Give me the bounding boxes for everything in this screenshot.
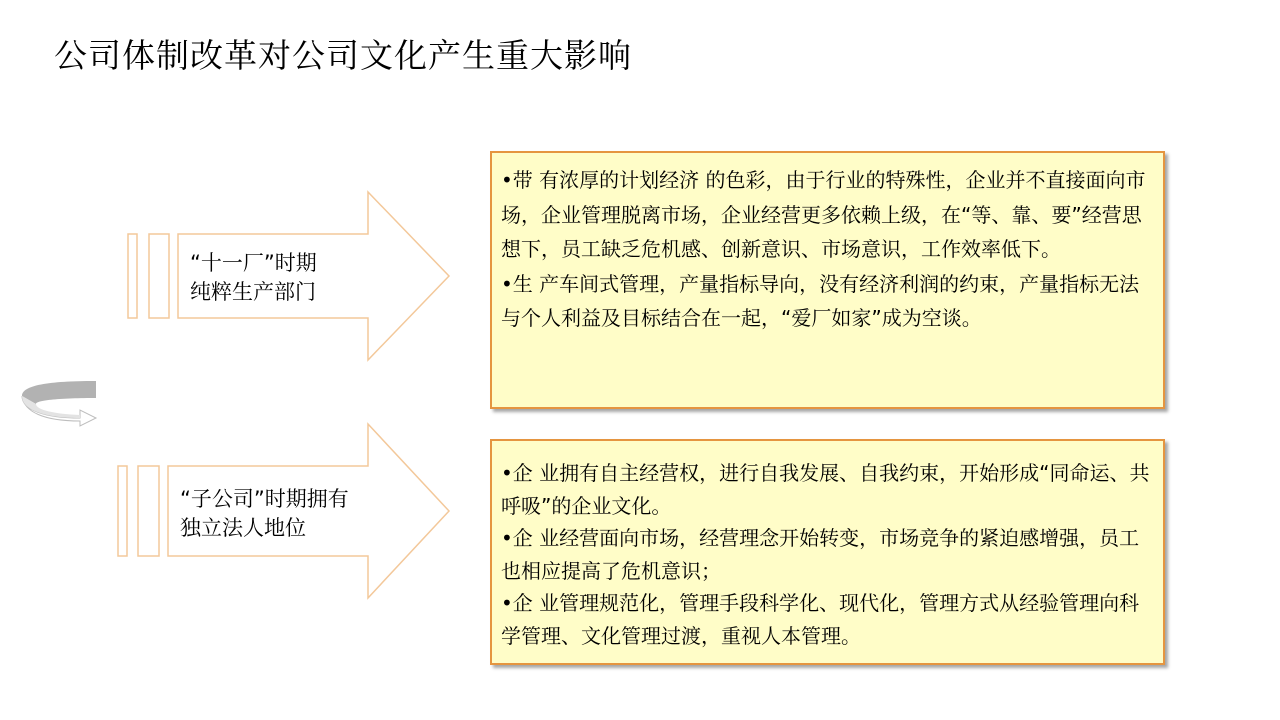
bullet-item: •生 产车间式管理，产量指标导向，没有经济利润的约束，产量指标无法与个人利益及目标结合在一起，“爱厂如家”成为空谈。 bbox=[501, 271, 1140, 330]
period-label-top bbox=[190, 249, 317, 307]
period-label-bottom-line2: 独立法人地位 bbox=[180, 516, 306, 540]
description-box-top bbox=[490, 151, 1165, 409]
bullet-item: •企 业管理规范化，管理手段科学化、现代化，管理方式从经验管理向科学管理、文化管理过渡，重视人本管理。 bbox=[501, 591, 1140, 648]
description-box-bottom bbox=[490, 439, 1165, 665]
slide-title: 公司体制改革对公司文化产生重大影响 bbox=[54, 36, 632, 75]
bullet-item: •带 有浓厚的计划经济 的色彩，由于行业的特殊性，企业并不直接面向市场，企业管理脱离市场，企业经营更多依赖上级，在“等、靠、要”经营思想下，员工缺乏危机感、创新意识、市场意识，工作效率低下。 bbox=[501, 168, 1146, 261]
bullet-item: •企 业经营面向市场，经营理念开始转变，市场竞争的紧迫感增强，员工也相应提高了危机意识； bbox=[501, 526, 1140, 583]
circular-arrow-icon bbox=[22, 381, 96, 426]
period-label-bottom-line1: “子公司”时期拥有 bbox=[180, 487, 349, 511]
bullet-item: •企 业拥有自主经营权，进行自我发展、自我约束，开始形成“同命运、共呼吸”的企业文化。 bbox=[501, 461, 1150, 518]
period-label-bottom bbox=[180, 485, 349, 543]
period-label-top-line2: 纯粹生产部门 bbox=[190, 280, 316, 304]
period-label-top-line1: “十一厂”时期 bbox=[190, 251, 317, 275]
